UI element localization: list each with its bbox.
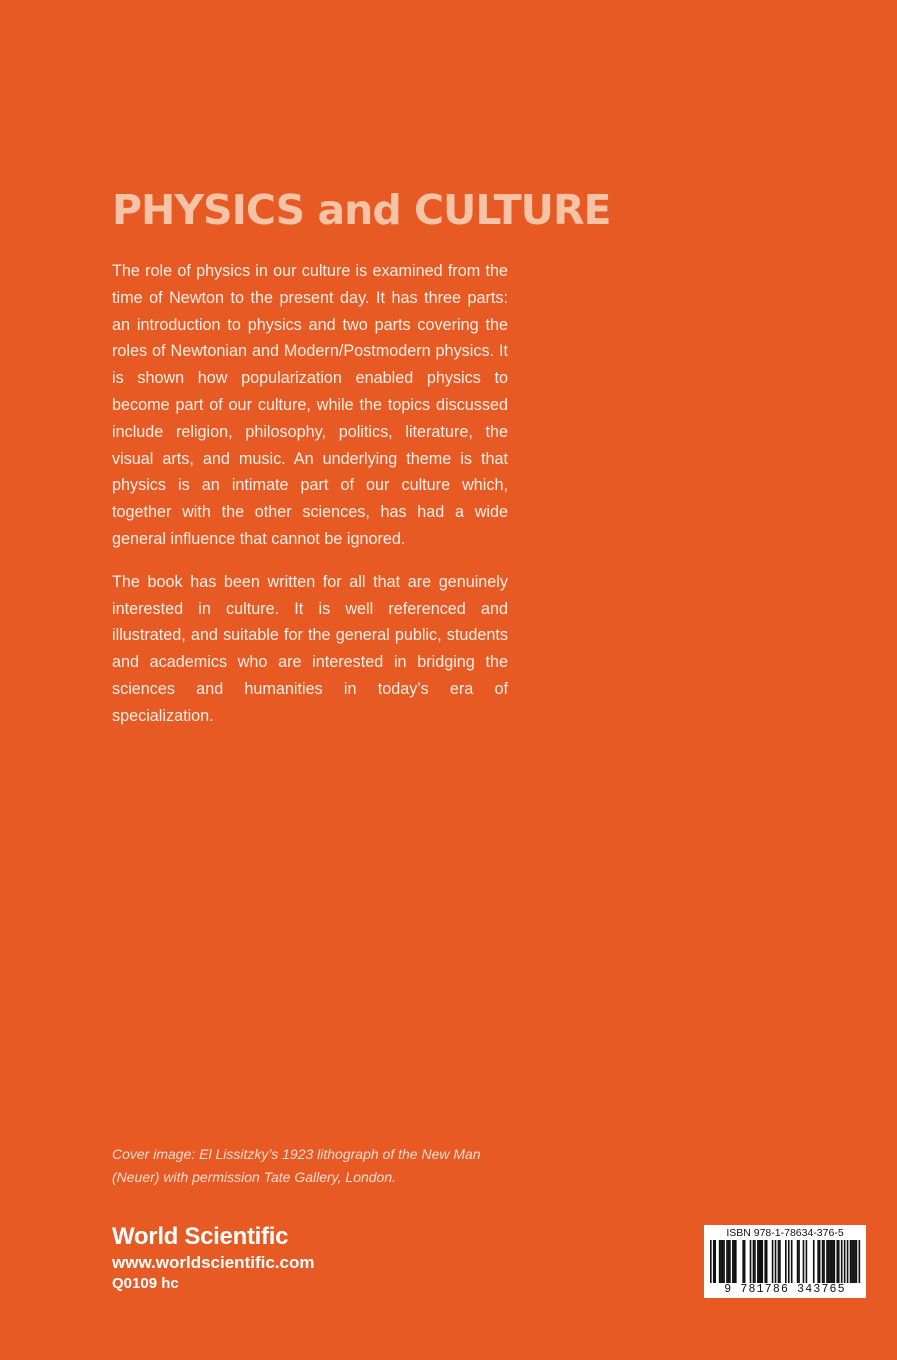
barcode-bar <box>732 1240 734 1286</box>
publisher-block <box>112 1222 314 1294</box>
barcode-bar <box>728 1240 730 1286</box>
barcode-bar <box>836 1240 838 1286</box>
barcode-bar <box>798 1240 800 1286</box>
barcode-bar <box>761 1240 763 1286</box>
barcode-bar <box>775 1240 777 1286</box>
barcode-bar <box>819 1240 821 1286</box>
barcode-bar <box>806 1240 808 1286</box>
barcode-bar <box>850 1240 852 1286</box>
barcode-bar <box>785 1240 787 1286</box>
description-paragraph-1: The role of physics in our culture is examined from the time of Newton to the present day. It has three parts: an introduction to physics and two parts covering the roles of Newtonian and Modern/Postmodern physics. It is shown how popularization enabled physics to become part of our culture, while the topics discussed include religion, philosophy, politics, literature, the visual arts, and music. An underlying theme is that physics is an intimate part of our culture which, together with the other sciences, has had a wide general influence that cannot be ignored. <box>112 262 508 548</box>
barcode-bar <box>823 1240 825 1286</box>
barcode-bar <box>822 1240 824 1286</box>
barcode-bar <box>713 1240 715 1286</box>
barcode-bar <box>831 1240 833 1286</box>
barcode-bar <box>854 1240 856 1286</box>
barcode-bar <box>714 1240 716 1286</box>
barcode-bar <box>726 1240 728 1286</box>
barcode-bar <box>813 1240 815 1286</box>
barcode-bar <box>851 1240 853 1286</box>
barcode-bar <box>744 1240 746 1286</box>
barcode-bar <box>817 1240 819 1286</box>
barcode-bar <box>829 1240 831 1286</box>
barcode-bar <box>760 1240 762 1286</box>
barcode-bar <box>778 1240 780 1286</box>
barcode-bar <box>772 1240 774 1286</box>
barcode-bar <box>834 1240 836 1286</box>
cover-image-credit <box>112 1143 512 1189</box>
barcode-bar <box>828 1240 830 1286</box>
barcode-bar <box>847 1240 849 1286</box>
barcode-bar <box>742 1240 744 1286</box>
isbn-label: ISBN 978-1-78634-376-5 <box>726 1227 844 1239</box>
barcode-bar <box>766 1240 768 1286</box>
description-paragraph-2: The book has been written for all that are genuinely interested in culture. It is well referenced and illustrated, and suitable for the general public, students and academics who are interested in bridging the sciences and humanities in today’s era of specialization. <box>112 572 508 725</box>
barcode-bar <box>710 1240 712 1286</box>
barcode-bars <box>704 1240 866 1286</box>
book-title: PHYSICS and CULTURE <box>112 186 611 234</box>
barcode-bar <box>735 1240 737 1286</box>
cover-credit-line-1: Cover image: El Lissitzky’s 1923 lithograph of the New Man <box>112 1146 481 1162</box>
barcode-bar <box>838 1240 840 1286</box>
barcode-bar <box>754 1240 756 1286</box>
isbn-barcode <box>704 1225 866 1298</box>
product-code: Q0109 hc <box>112 1275 179 1292</box>
barcode-bar <box>720 1240 722 1286</box>
barcode-bar <box>729 1240 731 1286</box>
barcode-digits: 9 781786 343765 <box>704 1283 866 1296</box>
barcode-bar <box>750 1240 752 1286</box>
barcode-bar <box>791 1240 793 1286</box>
barcode-bar <box>853 1240 855 1286</box>
barcode-bar <box>723 1240 725 1286</box>
barcode-bar <box>803 1240 805 1286</box>
barcode-bar <box>753 1240 755 1286</box>
barcode-bar <box>759 1240 761 1286</box>
barcode-bar <box>856 1240 858 1286</box>
barcode-bar <box>832 1240 834 1286</box>
barcode-bar <box>788 1240 790 1286</box>
barcode-bar <box>757 1240 759 1286</box>
barcode-bar <box>779 1240 781 1286</box>
barcode-bar <box>841 1240 843 1286</box>
barcode-bar <box>859 1240 861 1286</box>
book-description <box>112 258 508 746</box>
barcode-bar <box>844 1240 846 1286</box>
cover-credit-line-2: (Neuer) with permission Tate Gallery, London. <box>112 1169 397 1185</box>
barcode-bar <box>722 1240 724 1286</box>
barcode-bar <box>764 1240 766 1286</box>
barcode-bar <box>734 1240 736 1286</box>
publisher-name: World Scientific <box>112 1223 289 1250</box>
publisher-url: www.worldscientific.com <box>112 1253 315 1272</box>
barcode-bar <box>719 1240 721 1286</box>
barcode-bar <box>797 1240 799 1286</box>
barcode-bar <box>826 1240 828 1286</box>
